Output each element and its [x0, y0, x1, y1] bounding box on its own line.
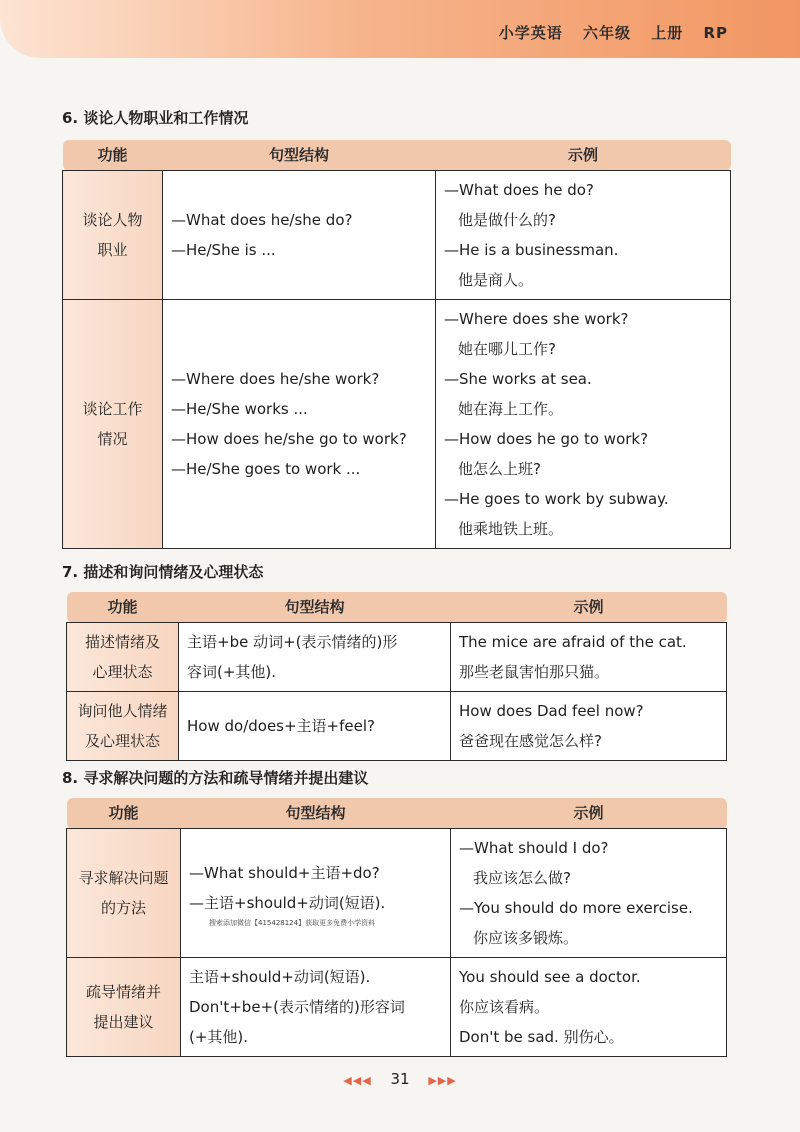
column-header-example: 示例: [436, 140, 731, 171]
section-8-title: 8. 寻求解决问题的方法和疏导情绪并提出建议: [62, 769, 369, 787]
example-zh: 那些老鼠害怕那只猫。: [459, 663, 610, 681]
example-zh: 她在海上工作。: [458, 400, 564, 418]
structure-cell: [163, 171, 436, 300]
previous-arrows-icon: ◀◀◀: [343, 1074, 372, 1087]
function-text: 及心理状态: [84, 732, 160, 750]
function-cell: [63, 300, 163, 549]
structure-line: —What does he/she do?: [171, 211, 353, 229]
section-6-table: [62, 140, 731, 549]
function-text: 描述情绪及: [84, 633, 160, 651]
section-6-title: 6. 谈论人物职业和工作情况: [62, 109, 249, 127]
promo-note: 搜索添加微信【415428124】获取更多免费小学资料: [209, 919, 376, 927]
book-header-title: [485, 22, 728, 43]
structure-line: —How does he/she go to work?: [171, 430, 407, 448]
table-header-row: [63, 140, 731, 171]
table-row: [67, 829, 727, 958]
table-row: [63, 171, 731, 300]
function-cell: [63, 171, 163, 300]
structure-cell: [181, 829, 451, 958]
structure-line: —主语+should+动词(短语).: [189, 894, 386, 912]
function-cell: [67, 692, 179, 761]
function-text: 情况: [97, 430, 128, 448]
column-header-function: 功能: [63, 140, 163, 171]
example-en: —How does he go to work?: [444, 430, 649, 448]
function-text: 职业: [97, 241, 128, 259]
page-number: 31: [390, 1070, 410, 1088]
example-cell: [451, 958, 727, 1057]
table-row: [67, 958, 727, 1057]
example-zh: 他是做什么的?: [458, 211, 556, 229]
function-cell: [67, 958, 181, 1057]
structure-line: How do/does+主语+feel?: [187, 717, 375, 735]
example-zh: 他是商人。: [458, 271, 534, 289]
column-header-structure: 句型结构: [163, 140, 436, 171]
example-en: —What should I do?: [459, 839, 609, 857]
function-cell: [67, 623, 179, 692]
example-zh: 他乘地铁上班。: [458, 520, 564, 538]
structure-line: —He/She works ...: [171, 400, 308, 418]
example-cell: [451, 829, 727, 958]
example-zh: 爸爸现在感觉怎么样?: [459, 732, 602, 750]
example-zh: 你应该多锻炼。: [473, 929, 579, 947]
section-8-table: [66, 798, 727, 1057]
table-row: [67, 692, 727, 761]
column-header-function: 功能: [67, 798, 181, 829]
function-cell: [67, 829, 181, 958]
volume-label: 上册: [651, 24, 684, 42]
subject-label: 小学英语: [498, 24, 563, 42]
function-text: 的方法: [100, 899, 146, 917]
function-text: 寻求解决问题: [78, 869, 169, 887]
structure-line: 容词(+其他).: [187, 663, 277, 681]
structure-line: (+其他).: [189, 1028, 249, 1046]
section-7-title: 7. 描述和询问情绪及心理状态: [62, 563, 264, 581]
structure-line: —Where does he/she work?: [171, 370, 380, 388]
table-row: [67, 623, 727, 692]
example-en: Don't be sad. 别伤心。: [459, 1028, 624, 1046]
example-cell: [451, 692, 727, 761]
function-text: 疏导情绪并: [85, 983, 161, 1001]
example-cell: [436, 171, 731, 300]
structure-line: 主语+be 动词+(表示情绪的)形: [187, 633, 398, 651]
structure-cell: [179, 623, 451, 692]
example-cell: [436, 300, 731, 549]
example-en: —You should do more exercise.: [459, 899, 693, 917]
function-text: 询问他人情绪: [77, 702, 168, 720]
example-en: The mice are afraid of the cat.: [459, 633, 687, 651]
example-en: How does Dad feel now?: [459, 702, 644, 720]
example-en: —He goes to work by subway.: [444, 490, 669, 508]
table-header-row: [67, 798, 727, 829]
next-arrows-icon: ▶▶▶: [428, 1074, 457, 1087]
column-header-example: 示例: [451, 592, 727, 623]
structure-line: —He/She goes to work ...: [171, 460, 361, 478]
function-text: 谈论人物: [82, 211, 143, 229]
function-text: 谈论工作: [82, 400, 143, 418]
page-footer: [0, 1070, 800, 1088]
section-7-table: [66, 592, 727, 761]
example-en: —Where does she work?: [444, 310, 629, 328]
example-cell: [451, 623, 727, 692]
structure-cell: [163, 300, 436, 549]
column-header-function: 功能: [67, 592, 179, 623]
example-zh: 你应该看病。: [459, 998, 550, 1016]
structure-line: Don't+be+(表示情绪的)形容词: [189, 998, 405, 1016]
function-text: 心理状态: [92, 663, 153, 681]
example-en: —What does he do?: [444, 181, 594, 199]
example-en: —She works at sea.: [444, 370, 592, 388]
column-header-structure: 句型结构: [179, 592, 451, 623]
structure-line: —What should+主语+do?: [189, 864, 380, 882]
structure-line: —He/She is ...: [171, 241, 276, 259]
example-zh: 我应该怎么做?: [473, 869, 571, 887]
structure-line: 主语+should+动词(短语).: [189, 968, 371, 986]
example-en: You should see a doctor.: [459, 968, 641, 986]
function-text: 提出建议: [93, 1013, 154, 1031]
structure-cell: [179, 692, 451, 761]
column-header-structure: 句型结构: [181, 798, 451, 829]
table-header-row: [67, 592, 727, 623]
example-zh: 她在哪儿工作?: [458, 340, 556, 358]
example-en: —He is a businessman.: [444, 241, 619, 259]
edition-label: RP: [703, 24, 728, 42]
grade-label: 六年级: [582, 24, 631, 42]
example-zh: 他怎么上班?: [458, 460, 541, 478]
table-row: [63, 300, 731, 549]
structure-cell: [181, 958, 451, 1057]
column-header-example: 示例: [451, 798, 727, 829]
